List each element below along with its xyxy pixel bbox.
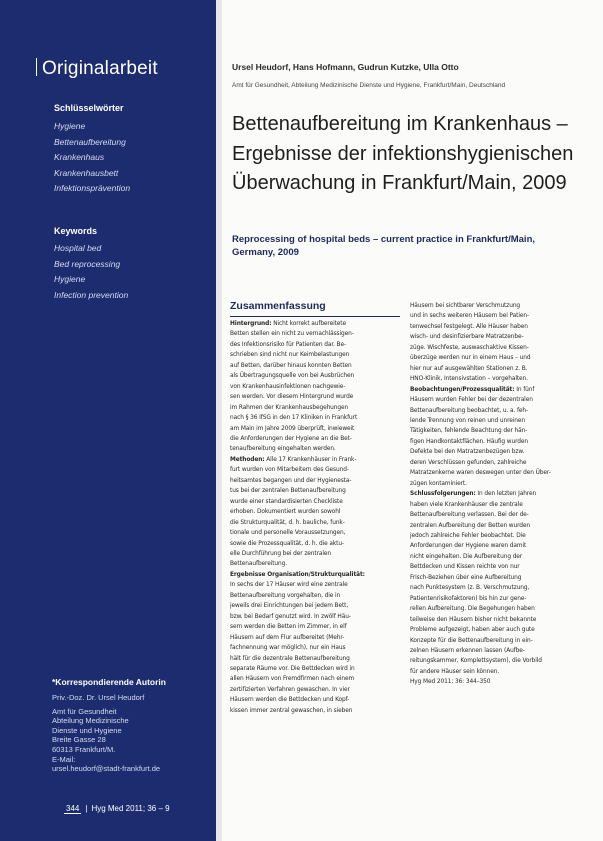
abstract-line-text: sern werden die Betten im Zimmer, in elf (230, 622, 347, 631)
abstract-line (230, 433, 400, 443)
abstract-line (230, 318, 400, 328)
abstract-line-text: teilweise den Häusern bisher nicht bekannte (410, 614, 537, 623)
abstract-line (230, 632, 400, 642)
abstract-line-text: nach Punktesystem (z. B. Verschmutzung, (410, 583, 530, 592)
abstract-line (230, 517, 400, 527)
journal-citation: Hyg Med 2011; 36 – 9 (91, 804, 170, 813)
authors: Ursel Heudorf, Hans Hofmann, Gudrun Kutzke, Ulla Otto (232, 62, 459, 72)
abstract-line (410, 572, 575, 582)
abstract-line (230, 328, 400, 338)
abstract-line-text: auf Betten, darüber hinaus konnten Betten (230, 360, 352, 369)
abstract-line (230, 485, 400, 495)
abstract-line (410, 425, 575, 435)
abstract-line-text: HNO-Klinik, Intensivstation – vorgehalten. (410, 374, 528, 383)
abstract-line (410, 342, 575, 352)
abstract-line-text: Patientenrisikofaktoren) bis hin zur gene- (410, 593, 527, 602)
abstract-line (410, 624, 575, 634)
abstract-line (230, 360, 400, 370)
abstract-line-text: rellen Aufbereitung. Die Begehungen haben (410, 604, 535, 613)
abstract-line-text: Defekte bei den Matratzenbezügen bzw. (410, 447, 525, 456)
abstract-line-text: sen werden. Vor diesem Hintergrund wurde (230, 392, 354, 401)
abstract-line (230, 454, 400, 464)
abstract-line (230, 402, 400, 412)
abstract-line (230, 558, 400, 568)
abstract-line-text: hier nur auf ausgewählten Stationen z. B. (410, 363, 528, 372)
abstract-line (410, 603, 575, 613)
abstract-line (410, 310, 575, 320)
abstract-line-text: Konzepte für die Bettenaufbereitung in ein- (410, 635, 533, 644)
abstract-line-text: erhoben. Dokumentiert wurden sowohl (230, 507, 341, 516)
abstract-line-text: Frisch-Beziehen über eine Aufbereitung (410, 572, 522, 581)
abstract-line (410, 582, 575, 592)
abstract-line-text: Häusern auf dem Flur aufbereitet (Mehr- (230, 632, 345, 641)
abstract-line (230, 569, 400, 579)
abstract-line (410, 520, 575, 530)
address-line: E-Mail: (52, 754, 76, 764)
abstract-line-text: die Strukturqualität, d. h. bauliche, funk- (230, 517, 345, 526)
abstract-line-text: fachnennung war möglich), nur ein Haus (230, 643, 346, 652)
abstract-line (230, 705, 400, 715)
abstract-line-text: Bettenaufbereitung verlassen. Bei der de- (410, 510, 529, 519)
abstract-line-text: Matratzenkerne waren deswegen unter den Über- (410, 468, 551, 477)
abstract-line (230, 506, 400, 516)
abstract-line (230, 412, 400, 422)
abstract-line-text: tenaufbereitung eingehalten werden. (230, 444, 336, 453)
abstract-line-text: furt wurden von Mitarbeitern des Gesund- (230, 465, 349, 474)
abstract-line-text: haben viele Krankenhäuser die zentrale (410, 499, 523, 508)
abstract-line (410, 614, 575, 624)
abstract-column-2 (410, 300, 575, 687)
keyword-de-item: Hygiene (54, 121, 86, 131)
abstract-line (230, 381, 400, 391)
abstract-line-text: jedoch zahlreiche Fehler beobachtet. Die (410, 530, 526, 539)
abstract-line (410, 593, 575, 603)
abstract-line-text: überzüge werden nur in einem Haus – und (410, 353, 531, 362)
section-title-text: Originalarbeit (42, 58, 158, 79)
abstract-line-lead: Ergebnisse Organisation/Strukturqualität: (230, 569, 365, 578)
abstract-line-text: In fünf (514, 384, 535, 393)
abstract-line-text: im Rahmen der Krankenhausbegehungen (230, 402, 349, 411)
abstract-line-text: zentralen Aufbereitung der Betten wurden (410, 520, 531, 529)
abstract-line (410, 352, 575, 362)
abstract-line-text: Bettenaufbereitung beobachtet, u. a. feh- (410, 405, 529, 414)
abstract-line-text: figen Handkontaktflächen. Häufig wurden (410, 436, 528, 445)
abstract-line-text: Nicht korrekt aufbereitete (271, 319, 347, 327)
abstract-line (230, 694, 400, 704)
abstract-line-text: zelnen Häusern erkennen lassen (Aufbe- (410, 645, 525, 654)
abstract-line-text: Häusern werden die Bettdecken und Kopf- (230, 695, 350, 704)
abstract-line-text: des Infektionsrisiko für Patienten dar. Be- (230, 339, 346, 348)
abstract-line-text: Tätigkeiten, fehlende Beachtung der hän- (410, 426, 528, 435)
abstract-line-text: wurde einer standardisierten Checkliste (230, 496, 343, 505)
abstract-line-text: züge. Wischfeste, auswaschaktive Kissen- (410, 342, 529, 351)
abstract-line-text: Häusern bei sichtbarer Verschmutzung (410, 301, 521, 309)
abstract-line-text: tus bei der zentralen Bettenaufbereitung (230, 486, 346, 495)
abstract-line (410, 394, 575, 404)
abstract-line-text: jeweils drei Einrichtungen bei jedem Bett, (230, 601, 349, 610)
keyword-en-item: Hygiene (54, 274, 86, 284)
abstract-line (230, 590, 400, 600)
keyword-de-item: Infektionsprävention (54, 183, 131, 193)
abstract-line (230, 464, 400, 474)
abstract-line-text: zügen kontaminiert. (410, 478, 467, 487)
abstract-line (230, 611, 400, 621)
address-line: Breite Gasse 28 (52, 735, 106, 745)
abstract-line-text: sowie die Prozessqualität, d. h. die aktu- (230, 538, 344, 547)
abstract-line-text: schrieben sind nicht nur Keimbelastungen (230, 350, 350, 359)
abstract-line-text: heitsamtes begangen und der Hygienesta- (230, 475, 352, 484)
abstract-line (410, 530, 575, 540)
abstract-line (410, 509, 575, 519)
abstract-line (410, 551, 575, 561)
abstract-line (410, 405, 575, 415)
abstract-line-text: kissen immer zentral gewaschen, in sieben (230, 705, 353, 714)
abstract-line (410, 635, 575, 645)
abstract-line (410, 446, 575, 456)
abstract-line (410, 415, 575, 425)
abstract-line (230, 370, 400, 380)
abstract-line-text: nach § 36 IfSG in den 17 Kliniken in Frankfurt (230, 413, 358, 422)
footer-separator: | (85, 804, 88, 813)
abstract-line-text: Hyg Med 2011; 36: 344–350 (410, 677, 491, 686)
section-bar (36, 58, 37, 76)
abstract-line-text: Anforderungen der Hygiene waren damit (410, 541, 527, 550)
abstract-line (230, 423, 400, 433)
abstract-line-text: Betten stellen ein nicht zu vernachlässigen- (230, 329, 354, 338)
abstract-line (410, 645, 575, 655)
keyword-en-item: Bed reprocessing (54, 258, 121, 269)
abstract-line-text: und in sechs weiteren Häusern bei Patien- (410, 311, 529, 320)
abstract-line (410, 655, 575, 665)
abstract-line-text: Bettenaufbereitung. (230, 559, 288, 568)
keyword-de-item: Bettenaufbereitung (54, 136, 126, 147)
correspondence-heading: *Korrespondierende Autorin (52, 677, 166, 687)
abstract-line-text: die Anforderungen der Hygiene an die Bet- (230, 433, 352, 442)
abstract-line-text: wisch- und desinfizierbare Matratzenbe- (410, 332, 524, 341)
address-line: Amt für Gesundheit (52, 706, 117, 716)
abstract-line-text: elle Durchführung bei der zentralen (230, 548, 332, 557)
abstract-line (230, 579, 400, 589)
abstract-line (410, 488, 575, 498)
abstract-line (230, 349, 400, 359)
page-footer (64, 804, 170, 814)
abstract-line (230, 475, 400, 485)
abstract-line (230, 548, 400, 558)
keyword-de-item: Krankenhaus (54, 152, 105, 162)
abstract-line (230, 621, 400, 631)
abstract-line-text: tenwechsel festgelegt. Alle Häuser haben (410, 321, 528, 330)
abstract-line-text: allen Häusern von Fremdfirmen nach einem (230, 674, 355, 683)
abstract-line-lead: Hintergrund: (230, 319, 272, 327)
abstract-line-text: nicht eingehalten. Die Aufbereitung der (410, 551, 523, 560)
schluesselwoerter-list (54, 119, 130, 197)
affiliation: Amt für Gesundheit, Abteilung Medizinische Dienste und Hygiene, Frankfurt/Main, Deutschland (232, 82, 506, 89)
correspondence-address (52, 693, 160, 774)
abstract-line (230, 663, 400, 673)
abstract-line-lead: Methoden: (230, 454, 265, 463)
abstract-line (410, 363, 575, 373)
abstract-line (230, 443, 400, 453)
page-number: 344 (66, 804, 80, 813)
keyword-en-item: Hospital bed (54, 243, 102, 253)
keyword-en-item: Infection prevention (54, 289, 129, 300)
abstract-line (410, 467, 575, 477)
abstract-line-text: Alle 17 Krankenhäuser in Frank- (264, 454, 357, 463)
address-line: Priv.-Doz. Dr. Ursel Heudorf (52, 693, 145, 702)
abstract-line (230, 339, 400, 349)
abstract-line-text: separate Räume vor. Die Bettdecken wird in (230, 663, 355, 672)
abstract-line (410, 676, 575, 686)
abstract-line-text: In sechs der 17 Häuser wird eine zentrale (230, 580, 348, 589)
sidebar (0, 0, 216, 841)
abstract-line (410, 331, 575, 341)
abstract-line (410, 540, 575, 550)
address-line: Abteilung Medizinische (52, 716, 129, 726)
abstract-line (230, 527, 400, 537)
abstract-line-text: Bettdecken und Kissen reichte von nur (410, 562, 520, 571)
abstract-column-1 (230, 318, 400, 715)
abstract-line (410, 384, 575, 394)
section-title (36, 58, 158, 80)
abstract-line-text: Bettenaufbereitung vorgehalten, die in (230, 590, 341, 599)
abstract-line (230, 653, 400, 663)
abstract-line (230, 538, 400, 548)
address-line: ursel.heudorf@stadt-frankfurt.de (52, 764, 161, 774)
abstract-line (230, 684, 400, 694)
abstract-line (230, 642, 400, 652)
abstract-line (410, 457, 575, 467)
abstract-line-text: tionale und personelle Voraussetzungen, (230, 528, 346, 537)
abstract-line (410, 321, 575, 331)
abstract-line-text: Häusern wurden Fehler bei der dezentralen (410, 395, 533, 404)
article-subtitle: Reprocessing of hospital beds – current practice in Frankfurt/Main, Germany, 2009 (232, 234, 536, 258)
abstract-line-text: für andere Häuser sein können. (410, 666, 500, 675)
abstract-line-text: bzw. bei Bedarf genutzt wird. In zwölf Häu- (230, 611, 351, 620)
abstract-line (410, 561, 575, 571)
keyword-de-item: Krankenhausbett (54, 167, 119, 178)
abstract-line-text: hält für die dezentrale Bettenaufbereitung (230, 653, 350, 662)
abstract-line-text: als Übertragungsquelle von bei Ausbrüchen (230, 371, 355, 380)
abstract-line (410, 300, 575, 310)
article-title: Bettenaufbereitung im Krankenhaus – Ergebnisse der infektionshygienischen Überwachung in Frankfurt/Main, 2009 (232, 113, 574, 194)
abstract-line-text: von Krankenhausinfektionen nachgewie- (230, 381, 346, 390)
abstract-line-lead: Schlussfolgerungen: (410, 489, 476, 498)
abstract-line (230, 391, 400, 401)
address-line: 60313 Frankfurt/M. (52, 744, 116, 754)
abstract-line-text: zertifizierten Verfahren gewaschen. In vier (230, 684, 350, 693)
abstract-line (410, 373, 575, 383)
abstract-line-text: reitungskammer, Komplettsystem), die Vorbild (410, 656, 542, 665)
abstract-line-text: deren Verschlüssen gefunden, zahlreiche (410, 457, 527, 466)
abstract-line-text: lende Trennung von reinen und unreinen (410, 415, 526, 424)
zusammenfassung-heading: Zusammenfassung (230, 300, 400, 317)
abstract-line (410, 499, 575, 509)
abstract-line (230, 496, 400, 506)
abstract-line-text: am Main im Jahre 2009 überprüft, inwieweit (230, 423, 355, 432)
abstract-line (410, 436, 575, 446)
abstract-line-text: In den letzten Jahren (475, 489, 537, 498)
gutter (216, 0, 222, 841)
abstract-line-lead: Beobachtungen/Prozessqualität: (410, 384, 515, 393)
schluesselwoerter-heading: Schlüsselwörter (54, 103, 124, 113)
abstract-line (410, 478, 575, 488)
keywords-heading: Keywords (54, 226, 98, 236)
address-line: Dienste und Hygiene (52, 725, 122, 735)
abstract-line-text: Probleme aufgezeigt, haben aber auch gute (410, 625, 535, 634)
abstract-line (410, 666, 575, 676)
abstract-line (230, 673, 400, 683)
keywords-list (54, 241, 128, 303)
abstract-line (230, 600, 400, 610)
